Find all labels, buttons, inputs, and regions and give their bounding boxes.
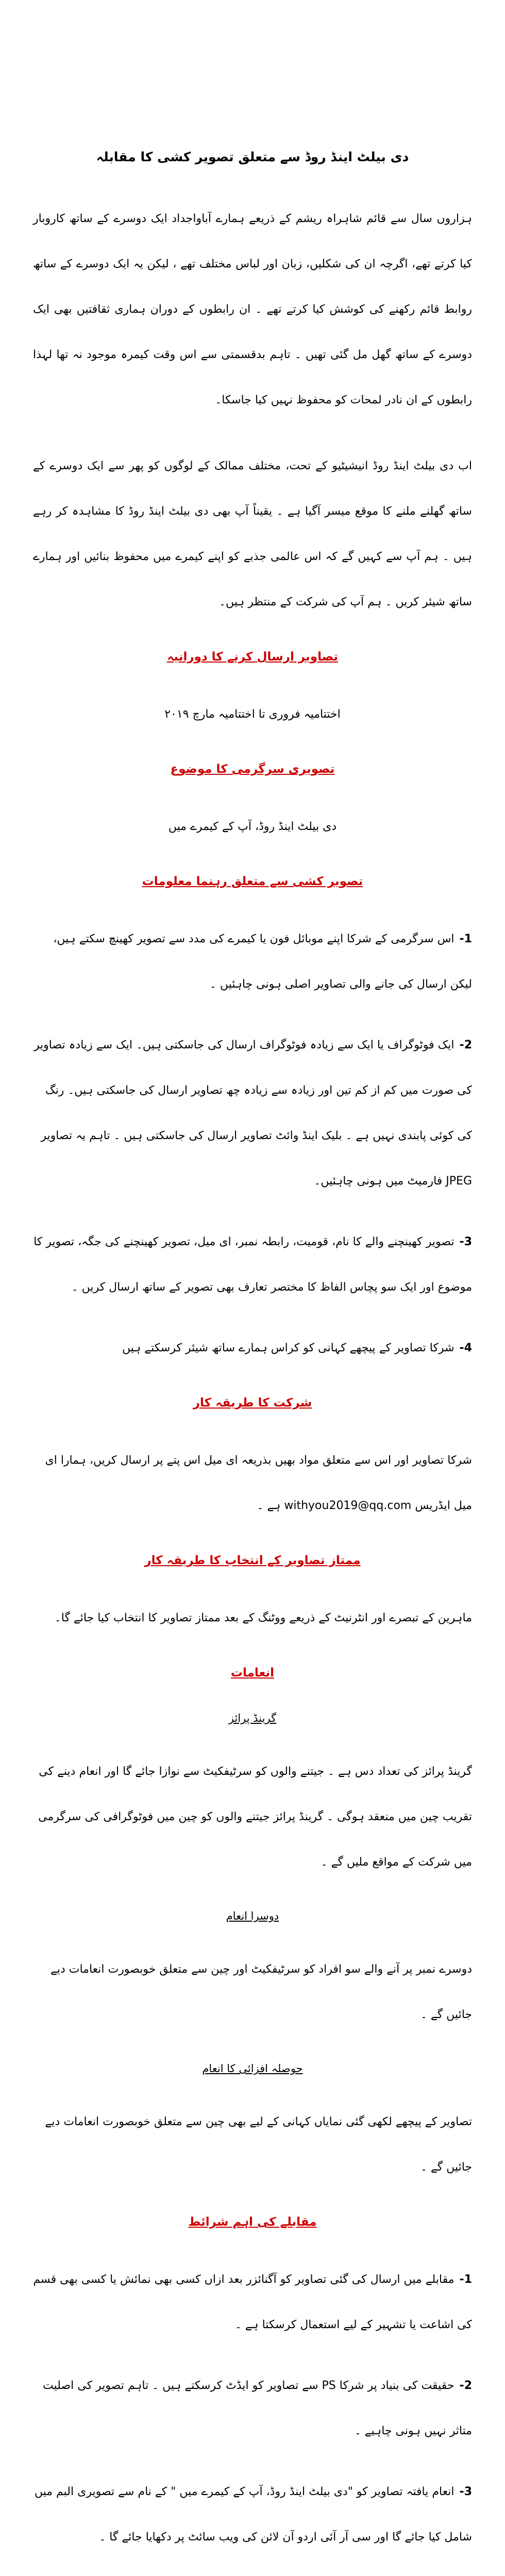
list-item-number: 4-: [459, 1342, 472, 1354]
guidelines-list: [33, 917, 472, 1371]
list-item-number: 2-: [459, 1039, 472, 1052]
terms-list: [33, 2257, 472, 2576]
list-item: [33, 2257, 472, 2348]
selection-text: ماہرین کے تبصرے اور انٹرنیٹ کے ذریعے ووٹنگ کے بعد ممتاز تصاویر کا انتخاب کیا جائے گا۔: [54, 1612, 472, 1624]
period-text: اختتامیہ فروری تا اختتامیہ مارچ ۲۰۱۹: [164, 708, 341, 721]
email-address[interactable]: withyou2019@qq.com: [284, 1499, 412, 1512]
award-text-encouragement: تصاویر کے پیچھے لکھی گئی نمایاں کہانی کے لیے بھی چین سے متعلق خوبصورت انعامات دیے جائیں گے ۔: [45, 2115, 472, 2174]
section-heading-selection: ممتاز تصاویر کے انتخاب کا طریقہ کار: [144, 1554, 361, 1567]
participation-text: [33, 1438, 472, 1529]
list-item-text: ایک فوٹوگراف یا ایک سے زیادہ فوٹوگراف ارسال کی جاسکتی ہیں۔ ایک سے زیادہ تصاویر کی صورت میں کم از کم تین اور زیادہ سے زیادہ چھ تصاویر ارسال کی جاسکتی ہیں۔ رنگ کی کوئی پابندی نہیں ہے ۔ بلیک اینڈ وائٹ تصاویر ارسال کی جاسکتی ہیں ۔ تاہم یہ تصاویر JPEG فارمیٹ میں ہونی چاہئیں۔: [33, 1039, 472, 1188]
list-item-number: 3-: [459, 2485, 472, 2498]
list-item-number: 2-: [459, 2379, 472, 2392]
intro-paragraph-1: ہزاروں سال سے قائم شاہراہ ریشم کے ذریعے ہمارے آباواجداد ایک دوسرے کے ساتھ کاروبار کیا کرتے تھے، اگرچہ ان کی شکلیں، زبان اور لباس مختلف تھے ، لیکن یہ ایک دوسرے کے ساتھ روابط قائم رکھنے کی کوشش کیا کرتے تھے ۔ ان رابطوں کے دوران ہماری ثقافتیں بھی ایک دوسرے کے ساتھ گھل مل گئی تھیں ۔ تاہم بدقسمتی سے اس وقت کیمرہ موجود نہ تھا لہذا رابطوں کے ان نادر لمحات کو محفوظ نہیں کیا جاسکا۔: [33, 212, 472, 406]
list-item-text: تصویر کھینچنے والے کا نام، قومیت، رابطہ نمبر، ای میل، تصویر کھینچنے کی جگہ، تصویر کا موضوع اور ایک سو پچاس الفاظ کا مختصر تعارف بھی تصویر کے ساتھ ارسال کریں ۔: [33, 1235, 472, 1294]
award-text-second: دوسرے نمبر پر آنے والے سو افراد کو سرٹیفکیٹ اور چین سے متعلق خوبصورت انعامات دیے جائیں گے ۔: [50, 1963, 472, 2021]
list-item: [33, 1219, 472, 1310]
list-item: [33, 1326, 472, 1371]
list-item-text: حقیقت کی بنیاد پر شرکا PS سے تصاویر کو ایڈٹ کرسکتے ہیں ۔ تاہم تصویر کی اصلیت متاثر نہیں ہونی چاہیے ۔: [42, 2379, 472, 2437]
list-item: [33, 917, 472, 1007]
list-item-text: انعام یافتہ تصاویر کو "دی بیلٹ اینڈ روڈ، آپ کے کیمرے میں " کے نام سے تصویری البم میں شامل کیا جائے گا اور سی آر آئی اردو آن لائن کی ویب سائٹ پر دکھایا جائے گا ۔: [34, 2485, 472, 2544]
section-heading-participation: شرکت کا طریقہ کار: [193, 1396, 312, 1410]
list-item-text: اس سرگرمی کے شرکا اپنے موبائل فون یا کیمرے کی مدد سے تصویر کھینچ سکتے ہیں، لیکن ارسال کی جانے والی تصاویر اصلی ہونی چاہئیں ۔: [53, 933, 472, 991]
list-item: [33, 2469, 472, 2560]
list-item-number: 1-: [459, 933, 472, 945]
section-heading-terms: مقابلے کی اہم شرائط: [188, 2215, 317, 2229]
theme-text: دی بیلٹ اینڈ روڈ، آپ کے کیمرے میں: [168, 820, 337, 833]
section-heading-guidelines: تصویر کشی سے متعلق رہنما معلومات: [142, 875, 363, 888]
section-heading-period: تصاویر ارسال کرنے کا دورانیہ: [166, 650, 339, 664]
award-text-grand: گرینڈ پرائز کی تعداد دس ہے ۔ جیتنے والوں کو سرٹیفکیٹ سے نوازا جائے گا اور انعام دینے کی تقریب چین میں منعقد ہوگی ۔ گرینڈ پرائز جیتنے والوں کو چین میں فوٹوگرافی کی سرگرمی میں شرکت کے مواقع ملیں گے ۔: [38, 1765, 472, 1869]
page-title: دی بیلٹ اینڈ روڈ سے متعلق تصویر کشی کا مقابلہ: [96, 149, 409, 164]
participation-description: شرکا تصاویر اور اس سے متعلق مواد بھیں بذریعہ ای میل اس پتے پر ارسال کریں، ہمارا ای میل ایڈریس: [45, 1454, 472, 1512]
section-heading-awards: انعامات: [230, 1666, 275, 1680]
award-heading-grand: گرینڈ پرائز: [228, 1712, 277, 1724]
list-item-number: 3-: [459, 1235, 472, 1248]
list-item-text: شرکا تصاویر کے پیچھے کہانی کو کراس ہمارے ساتھ شیئر کرسکتے ہیں: [122, 1342, 454, 1354]
list-item-number: 1-: [459, 2273, 472, 2286]
list-item: [33, 2363, 472, 2454]
intro-paragraph-2: اب دی بیلٹ اینڈ روڈ انیشیٹیو کے تحت، مختلف ممالک کے لوگوں کو پھر سے ایک دوسرے کے ساتھ گھلنے ملنے کا موقع میسر آگیا ہے ۔ یقیناً آپ بھی دی بیلٹ اینڈ روڈ کا مشاہدہ کر رہے ہیں ۔ ہم آپ سے کہیں گے کہ اس عالمی جذبے کو اپنے کیمرے میں محفوظ بنائیں اور ہمارے ساتھ شیئر کریں ۔ ہم آپ کی شرکت کے منتظر ہیں۔: [33, 460, 472, 608]
award-heading-second: دوسرا انعام: [226, 1910, 279, 1922]
section-heading-theme: تصویری سرگرمی کا موضوع: [170, 762, 335, 776]
award-heading-encouragement: حوصلہ افزائی کا انعام: [202, 2062, 303, 2075]
participation-suffix: ہے ۔: [257, 1499, 281, 1512]
list-item: [33, 1023, 472, 1204]
list-item-text: مقابلے میں ارسال کی گئی تصاویر کو آگنائزر بعد ازاں کسی بھی نمائش یا کسی بھی قسم کی اشاعت یا تشہیر کے لیے استعمال کرسکتا ہے ۔: [33, 2273, 472, 2331]
